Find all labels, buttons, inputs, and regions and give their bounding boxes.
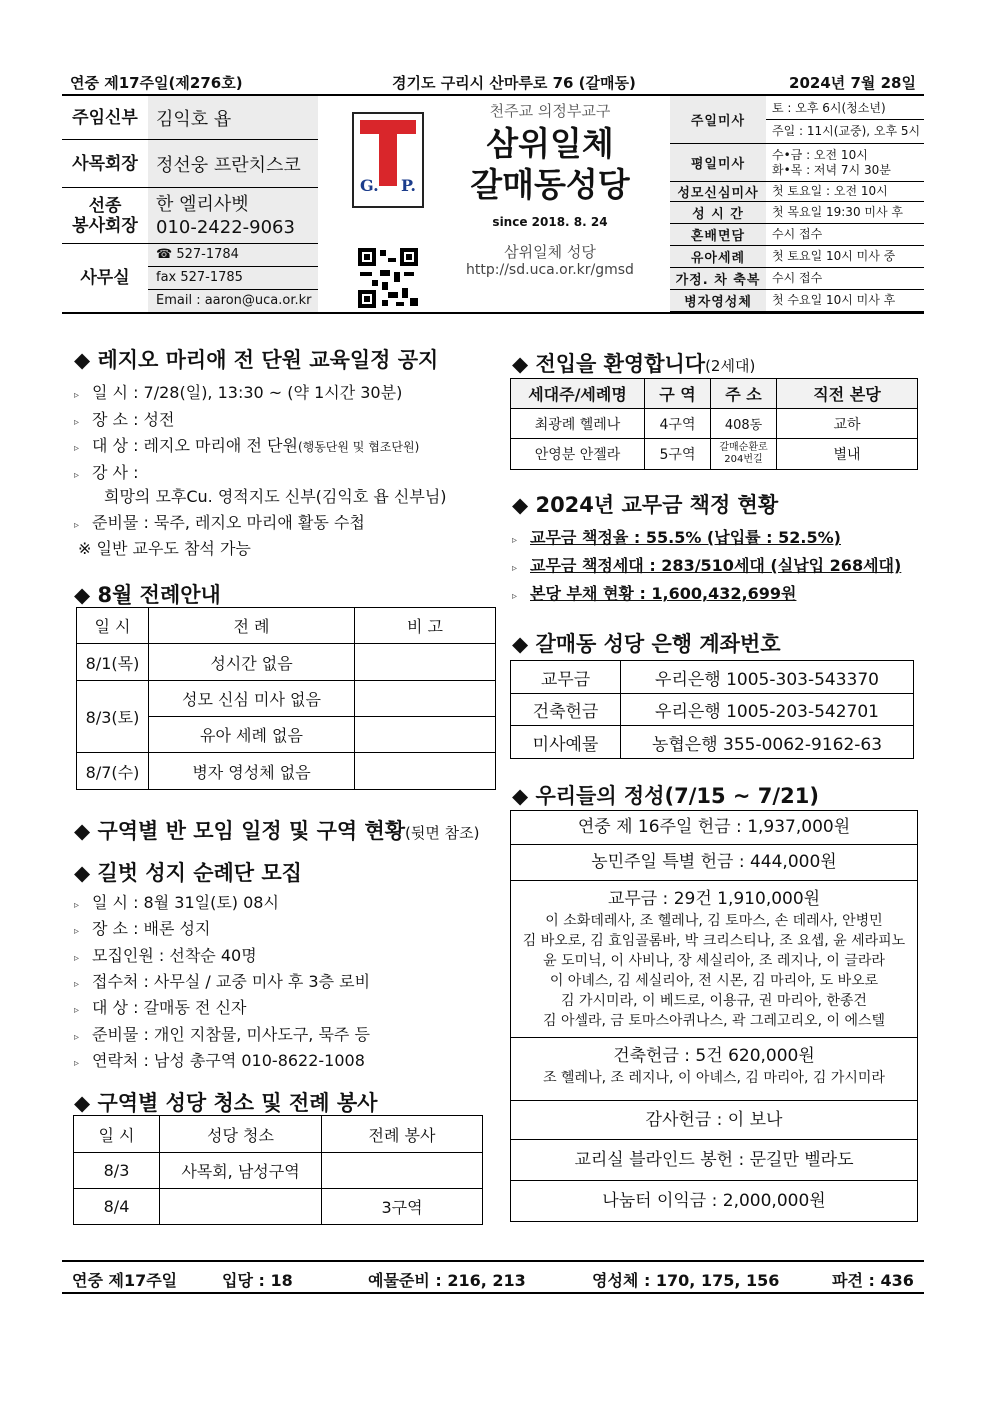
list-item-small: (행동단원 및 협조단원) — [297, 440, 420, 454]
council-label: 사목회장 — [72, 153, 138, 174]
legio-note: ※ 일반 교우도 참석 가능 — [78, 539, 251, 558]
schedule-row — [670, 96, 924, 144]
table-row — [74, 1153, 483, 1189]
august-date: 8/1(목) — [77, 644, 149, 681]
council-value: 정선웅 프란치스코 — [148, 140, 318, 187]
schedule-label: 성 시 간 — [670, 202, 766, 223]
cleaning-serve: 3구역 — [322, 1189, 483, 1225]
list-item — [74, 1048, 365, 1071]
offering-special: 농민주일 특별 헌금 : 444,000원 — [510, 844, 918, 881]
issue-date: 2024년 7월 28일 — [789, 74, 916, 92]
august-event: 병자 영성체 없음 — [149, 753, 355, 790]
schedule-row — [670, 268, 924, 290]
logo-p: P. — [401, 176, 416, 195]
august-table — [76, 607, 496, 790]
offering-thanks: 감사헌금 : 이 보나 — [510, 1100, 918, 1140]
welcome-prev: 별내 — [777, 439, 918, 470]
august-event: 성시간 없음 — [149, 644, 355, 681]
schedule-row — [670, 290, 924, 312]
cleaning-clean — [160, 1189, 322, 1225]
schedule-label: 혼배면담 — [670, 224, 766, 245]
august-note — [355, 717, 496, 753]
schedule-value — [766, 268, 924, 289]
dues-title: ◆ 2024년 교무금 책정 현황 — [512, 493, 779, 517]
welcome-name: 안영분 안젤라 — [511, 439, 645, 470]
schedule-line: 주일 : 11시(교중), 오후 5시 — [772, 124, 921, 138]
table-row — [74, 1189, 483, 1225]
mission-phone: 010-2422-9063 — [156, 216, 295, 238]
bullet-icon: ▹ — [512, 563, 518, 574]
bank-label: 미사예물 — [511, 726, 621, 759]
church-name-2: 갈매동성당 — [470, 165, 630, 204]
cleaning-title: ◆ 구역별 성당 청소 및 전례 봉사 — [74, 1091, 378, 1115]
table-row — [511, 726, 914, 759]
donor-line: 이 아녜스, 김 세실리아, 전 시몬, 김 마리아, 도 바오로 — [549, 973, 879, 989]
welcome-area: 4구역 — [645, 409, 711, 439]
church-name-1: 삼위일체 — [486, 124, 614, 163]
diocese: 천주교 의정부교구 — [489, 102, 611, 120]
list-item-text: 접수처 : 사무실 / 교중 미사 후 3층 로비 — [92, 971, 371, 991]
table-row — [77, 644, 496, 681]
schedule-row — [670, 182, 924, 202]
bullet-icon: ▹ — [74, 978, 80, 990]
welcome-title — [512, 348, 755, 378]
schedule-row — [670, 246, 924, 268]
footer-rule-bottom — [62, 1292, 924, 1294]
august-col-event: 전 례 — [149, 608, 355, 644]
mission-value — [148, 188, 318, 243]
bullet-icon: ▹ — [74, 926, 80, 938]
schedule-line: 수시 접수 — [772, 227, 823, 241]
bullet-icon: ▹ — [74, 390, 80, 401]
welcome-col-prev: 직전 본당 — [777, 379, 918, 409]
list-item-text: 모집인원 : 선착순 40명 — [92, 945, 257, 965]
footer-week: 연중 제17주일 — [72, 1271, 178, 1290]
welcome-col-area: 구 역 — [645, 379, 711, 409]
offering-blind: 교리실 블라인드 봉헌 : 문길만 벨라도 — [510, 1139, 918, 1181]
list-item — [74, 890, 279, 913]
bullet-icon: ▹ — [74, 900, 80, 911]
list-item-text: 일 시 : 7/28(일), 13:30 ~ (약 1시간 30분) — [92, 383, 403, 402]
schedule-line: 수시 접수 — [772, 271, 823, 285]
welcome-addr: 408동 — [711, 409, 777, 439]
schedule-value — [766, 96, 924, 143]
august-event: 성모 신심 미사 없음 — [149, 681, 355, 717]
offering-title: ◆ 우리들의 정성(7/15 ~ 7/21) — [512, 784, 819, 808]
donor-line: 이 소화데레사, 조 헬레나, 김 토마스, 손 데레사, 안병민 — [545, 913, 883, 929]
cleaning-date: 8/3 — [74, 1153, 160, 1189]
logo-t-bar — [360, 120, 416, 134]
footer-communion: 영성체 : 170, 175, 156 — [592, 1271, 780, 1290]
pastor-value: 김익호 욥 — [148, 96, 318, 139]
list-item — [74, 510, 365, 533]
august-title: ◆ 8월 전례안내 — [74, 583, 221, 607]
schedule-label: 주일미사 — [670, 96, 766, 143]
welcome-count: (2세대) — [705, 357, 756, 375]
mission-label-1: 선종 — [88, 195, 122, 216]
district-title — [74, 815, 479, 845]
list-item-text: 교무금 책정율 : 55.5% (납입률 : 52.5%) — [530, 528, 841, 547]
footer-prep: 예물준비 : 216, 213 — [368, 1271, 526, 1290]
august-header-row — [77, 608, 496, 644]
august-event: 유아 세례 없음 — [149, 717, 355, 753]
welcome-addr-1: 갈매순환로 — [719, 442, 768, 453]
schedule-line: 첫 토요일 10시 미사 중 — [772, 249, 896, 263]
list-item-text: 준비물 : 개인 지참물, 미사도구, 묵주 등 — [92, 1024, 370, 1044]
bank-account: 우리은행 1005-203-542701 — [621, 694, 914, 726]
donor-line: 김 가시미라, 이 베드로, 이용규, 권 마리아, 한종건 — [561, 993, 867, 1009]
offering-sunday: 연중 제 16주일 헌금 : 1,937,000원 — [510, 810, 918, 845]
list-item — [512, 581, 796, 604]
schedule-label: 평일미사 — [670, 144, 766, 181]
welcome-area: 5구역 — [645, 439, 711, 470]
august-note — [355, 681, 496, 717]
donor-line: 김 아셀라, 금 토마스아퀴나스, 곽 그레고리오, 이 에스텔 — [542, 1013, 886, 1029]
cleaning-clean: 사목회, 남성구역 — [160, 1153, 322, 1189]
logo-letters — [356, 176, 420, 202]
bullet-icon: ▹ — [512, 591, 518, 602]
site-name: 삼위일체 성당 — [504, 243, 596, 261]
mission-label-2: 봉사회장 — [72, 215, 138, 236]
list-item — [74, 407, 174, 430]
schedule-value — [766, 202, 924, 223]
cleaning-serve — [322, 1153, 483, 1189]
list-item — [512, 525, 841, 548]
list-item — [74, 460, 138, 483]
pilgrim-title: ◆ 길벗 성지 순례단 모집 — [74, 861, 302, 885]
bullet-icon: ▹ — [512, 535, 518, 546]
offering-dues-head: 교무금 : 29건 1,910,000원 — [607, 889, 821, 909]
staff-row-council — [62, 140, 318, 188]
staff-row-pastor — [62, 96, 318, 140]
top-bar — [62, 70, 924, 96]
welcome-addr-2: 204번길 — [724, 454, 763, 465]
list-item — [512, 553, 901, 576]
schedule-row — [670, 202, 924, 224]
list-item-text: 장 소 : 배론 성지 — [92, 919, 211, 939]
bullet-icon: ▹ — [74, 1005, 80, 1017]
bank-account: 우리은행 1005-303-543370 — [621, 661, 914, 694]
bullet-icon: ▹ — [74, 416, 80, 428]
list-item-text: 준비물 : 묵주, 레지오 마리애 활동 수첩 — [92, 513, 365, 532]
schedule-line: 첫 목요일 19:30 미사 후 — [772, 205, 903, 219]
schedule-label: 병자영성체 — [670, 290, 766, 311]
bank-table — [510, 660, 914, 759]
list-item-text: 연락처 : 남성 총구역 010-8622-1008 — [92, 1050, 365, 1070]
welcome-title-text: ◆ 전입을 환영합니다 — [512, 352, 706, 376]
list-item-text: 강 사 : — [92, 462, 139, 482]
schedule-label: 성모신심미사 — [670, 182, 766, 201]
bullet-icon: ▹ — [74, 469, 80, 481]
welcome-name: 최광례 헬레나 — [511, 409, 645, 439]
cleaning-col-serve: 전례 봉사 — [322, 1116, 483, 1153]
offering-building-head: 건축헌금 : 5건 620,000원 — [613, 1046, 815, 1066]
august-note — [355, 644, 496, 681]
list-item — [74, 943, 257, 966]
bank-label: 건축헌금 — [511, 694, 621, 726]
table-row — [77, 753, 496, 790]
offering-building — [510, 1037, 918, 1101]
footer-entry: 입당 : 18 — [222, 1271, 293, 1290]
cleaning-header-row — [74, 1116, 483, 1153]
qr-code-icon[interactable] — [358, 248, 418, 308]
schedule-label: 유아세례 — [670, 246, 766, 267]
list-item — [74, 995, 246, 1018]
bullet-icon: ▹ — [74, 952, 80, 964]
list-item — [74, 916, 210, 939]
list-item — [74, 969, 370, 992]
welcome-col-addr: 주 소 — [711, 379, 777, 409]
offering-dues-names — [511, 911, 917, 1031]
august-note — [355, 753, 496, 790]
list-item-text: 대 상 : 레지오 마리애 전 단원 — [92, 436, 298, 455]
list-item — [74, 1022, 370, 1045]
bank-account: 농협은행 355-0062-9162-63 — [621, 726, 914, 759]
footer-dismiss: 파견 : 436 — [832, 1271, 914, 1290]
welcome-table — [510, 378, 918, 470]
cleaning-table — [73, 1115, 483, 1225]
schedule-line: 토 : 오후 6시(청소년) — [766, 97, 924, 120]
list-item-text: 장 소 : 성전 — [92, 409, 175, 429]
bullet-icon: ▹ — [74, 1057, 80, 1069]
since-date: since 2018. 8. 24 — [492, 215, 608, 229]
schedule-line: 수•금 : 오전 10시 — [772, 147, 868, 162]
august-date: 8/3(토) — [77, 681, 149, 753]
church-address: 경기도 구리시 산마루로 76 (갈매동) — [392, 74, 636, 92]
site-url[interactable]: http://sd.uca.or.kr/gmsd — [466, 262, 634, 278]
schedule-row — [670, 144, 924, 182]
logo-g: G. — [360, 176, 379, 195]
list-item-text: 일 시 : 8월 31일(토) 08시 — [92, 893, 279, 912]
offering-building-names: 조 헬레나, 조 레지나, 이 아녜스, 김 마리아, 김 가시미라 — [543, 1070, 885, 1086]
bullet-icon: ▹ — [74, 443, 80, 454]
welcome-col-name: 세대주/세례명 — [511, 379, 645, 409]
table-row — [511, 661, 914, 694]
schedule-value — [766, 246, 924, 267]
august-col-date: 일 시 — [77, 608, 149, 644]
office-fax: fax 527-1785 — [148, 267, 318, 290]
office-email: Email : aaron@uca.or.kr — [156, 293, 312, 308]
donor-line: 김 바오로, 김 효임골롬바, 박 크리스티나, 조 요셉, 윤 세라피노 — [522, 933, 906, 949]
schedule-value — [766, 144, 924, 181]
list-item — [74, 380, 402, 403]
schedule-value — [766, 224, 924, 245]
district-title-text: ◆ 구역별 반 모임 일정 및 구역 현황 — [74, 819, 406, 843]
legio-title: ◆ 레지오 마리애 전 단원 교육일정 공지 — [74, 348, 439, 372]
staff-row-office — [62, 244, 318, 312]
bank-label: 교무금 — [511, 661, 621, 694]
august-col-note: 비 고 — [355, 608, 496, 644]
issue-number: 연중 제17주일(제276호) — [70, 74, 243, 92]
schedule-label: 가정. 차 축복 — [670, 268, 766, 289]
bullet-icon: ▹ — [74, 1031, 80, 1043]
church-logo — [352, 112, 424, 208]
church-header — [430, 96, 670, 278]
cleaning-date: 8/4 — [74, 1189, 160, 1225]
header-rule — [62, 312, 924, 314]
cleaning-col-clean: 성당 청소 — [160, 1116, 322, 1153]
offering-share: 나눔터 이익금 : 2,000,000원 — [510, 1180, 918, 1222]
august-date: 8/7(수) — [77, 753, 149, 790]
list-item — [74, 433, 419, 456]
schedule-line: 첫 수요일 10시 미사 후 — [772, 293, 896, 307]
pastor-label: 주임신부 — [72, 107, 138, 128]
legio-speaker: 희망의 모후Cu. 영적지도 신부(김익호 욥 신부님) — [104, 487, 447, 506]
welcome-addr — [711, 439, 777, 470]
office-label: 사무실 — [80, 268, 130, 288]
mission-name: 한 엘리사벳 — [156, 193, 249, 215]
district-note: (뒷면 참조) — [405, 824, 480, 842]
schedule-value — [766, 290, 924, 311]
schedule-value — [766, 182, 924, 201]
table-row — [77, 681, 496, 717]
schedule-line: 첫 토요일 : 오전 10시 — [772, 184, 888, 198]
bullet-icon: ▹ — [74, 520, 80, 531]
welcome-header-row — [511, 379, 918, 409]
list-item-text: 대 상 : 갈매동 전 신자 — [92, 998, 247, 1018]
list-item-text: 교무금 책정세대 : 283/510세대 (실납입 268세대) — [530, 556, 902, 575]
welcome-prev: 교하 — [777, 409, 918, 439]
bank-title: ◆ 갈매동 성당 은행 계좌번호 — [512, 632, 781, 656]
offering-dues — [510, 880, 918, 1038]
cleaning-col-date: 일 시 — [74, 1116, 160, 1153]
table-row — [511, 409, 918, 439]
table-row — [511, 694, 914, 726]
list-item-text: 본당 부채 현황 : 1,600,432,699원 — [530, 584, 797, 603]
office-value — [148, 244, 318, 312]
schedule-line: 화•목 : 저녁 7시 30분 — [772, 162, 891, 177]
office-tel: ☎ 527-1784 — [148, 244, 318, 267]
staff-row-mission — [62, 188, 318, 244]
donor-line: 윤 도미닉, 이 사비나, 장 세실리아, 조 레지나, 이 글라라 — [543, 953, 885, 969]
mission-label — [62, 188, 148, 243]
schedule-row — [670, 224, 924, 246]
table-row — [511, 439, 918, 470]
footer-bar — [62, 1262, 924, 1292]
